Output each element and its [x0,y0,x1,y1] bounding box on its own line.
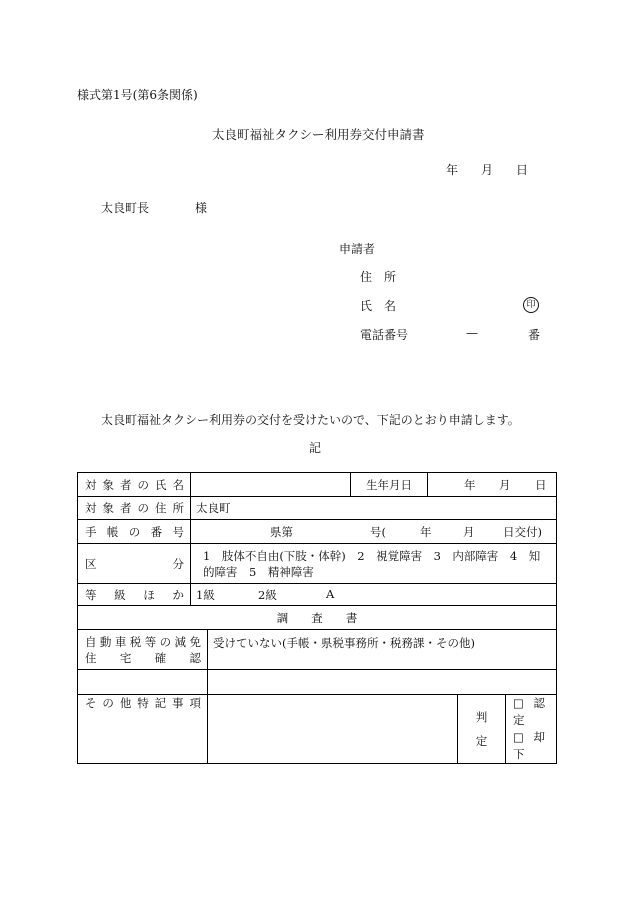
date-year-label: 年 [446,163,459,177]
category-label [78,544,191,584]
category-label-inner [85,556,184,572]
handbook-prefecture: 県第 [270,524,293,539]
row-grade [78,584,557,606]
row-handbook [78,520,557,544]
reject-label: 却 下 [513,730,557,761]
tax-reduction-field[interactable]: 受けていない(手帳・県税事務所・税務課・その他) [208,630,557,670]
application-table [77,472,557,764]
grade-a: A [326,586,335,601]
phone-dash: — [466,326,478,340]
handbook-year: 年 [420,524,432,539]
date-month-label: 月 [481,163,494,177]
row-address [78,497,557,520]
target-address-label [78,497,191,520]
tax-label-line-2: 住 宅 確 認 [85,650,201,665]
handbook-number-label-text: 手 帳 の 番 号 [85,524,184,539]
target-name-label [78,473,191,497]
blank-label-cell [78,670,208,695]
survey-heading: 調 査 書 [78,606,557,630]
handbook-issued: 日交付) [503,524,542,539]
seal-mark [523,296,539,313]
phone-suffix: 番 [528,328,541,342]
approve-checkbox[interactable]: □ [513,696,524,710]
addressee-honorific: 様 [195,201,208,215]
grade-2: 2級 [258,587,277,602]
category-line-1: 1 肢体不自由(下肢・体幹) 2 視覚障害 3 内部障害 4 知 [203,548,541,563]
judgment-label-top: 判 [475,710,488,724]
row-tax [78,630,557,670]
judgment-label-bottom: 定 [475,734,488,748]
handbook-number-field[interactable] [191,520,557,544]
applicant-heading: 申請者 [339,242,376,256]
seal-icon: 印 [523,297,539,313]
applicant-address-label: 住 所 [360,270,397,284]
approve-label: 認 定 [513,696,557,727]
addressee-name: 太良町長 [101,201,150,215]
grade-1: 1級 [196,587,215,602]
document-title: 太良町福祉タクシー利用券交付申請書 [212,127,425,142]
birthdate-label: 生年月日 [351,473,428,497]
row-survey-heading [78,606,557,630]
remarks-field[interactable] [208,695,458,764]
target-name-field[interactable] [191,473,351,497]
grade-label [78,584,191,606]
option-approve[interactable] [513,695,556,729]
birthdate-day: 日 [535,477,547,492]
option-reject[interactable] [513,729,556,763]
row-name [78,473,557,497]
target-name-label-text: 対 象 者 の 氏 名 [85,477,184,492]
category-line-2: 的障害 5 精神障害 [203,564,314,579]
ki-label: 記 [309,441,322,455]
reject-checkbox[interactable]: □ [513,730,524,744]
tax-reduction-label [78,630,208,670]
grade-field[interactable] [191,584,557,606]
grade-label-text: 等 級 ほ か [85,587,184,602]
category-label-right: 分 [172,556,184,571]
category-label-left: 区 [85,556,97,571]
application-statement: 太良町福祉タクシー利用券の交付を受けたいので、下記のとおり申請します。 [101,413,520,427]
date-day-label: 日 [516,163,529,177]
target-address-field[interactable]: 太良町 [191,497,557,520]
remarks-label [78,695,208,764]
blank-value-cell[interactable] [208,670,557,695]
handbook-month: 月 [463,524,475,539]
target-address-label-text: 対 象 者 の 住 所 [85,501,184,515]
row-category [78,544,557,584]
handbook-number-label [78,520,191,544]
row-remarks [78,695,557,764]
applicant-name-label: 氏 名 [360,299,397,313]
category-options[interactable] [191,544,557,584]
applicant-phone-label: 電話番号 [360,328,409,342]
tax-label-line-1: 自 動 車 税 等 の 減 免 [85,634,201,649]
birthdate-year: 年 [464,477,476,492]
row-blank [78,670,557,695]
birthdate-field[interactable] [428,473,557,497]
judgment-options [506,695,557,764]
remarks-label-text: そ の 他 特 記 事 項 [85,696,201,710]
birthdate-month: 月 [499,477,511,492]
form-number: 様式第1号(第6条関係) [77,88,198,102]
judgment-label [458,695,506,764]
handbook-number-suffix: 号( [370,524,386,539]
